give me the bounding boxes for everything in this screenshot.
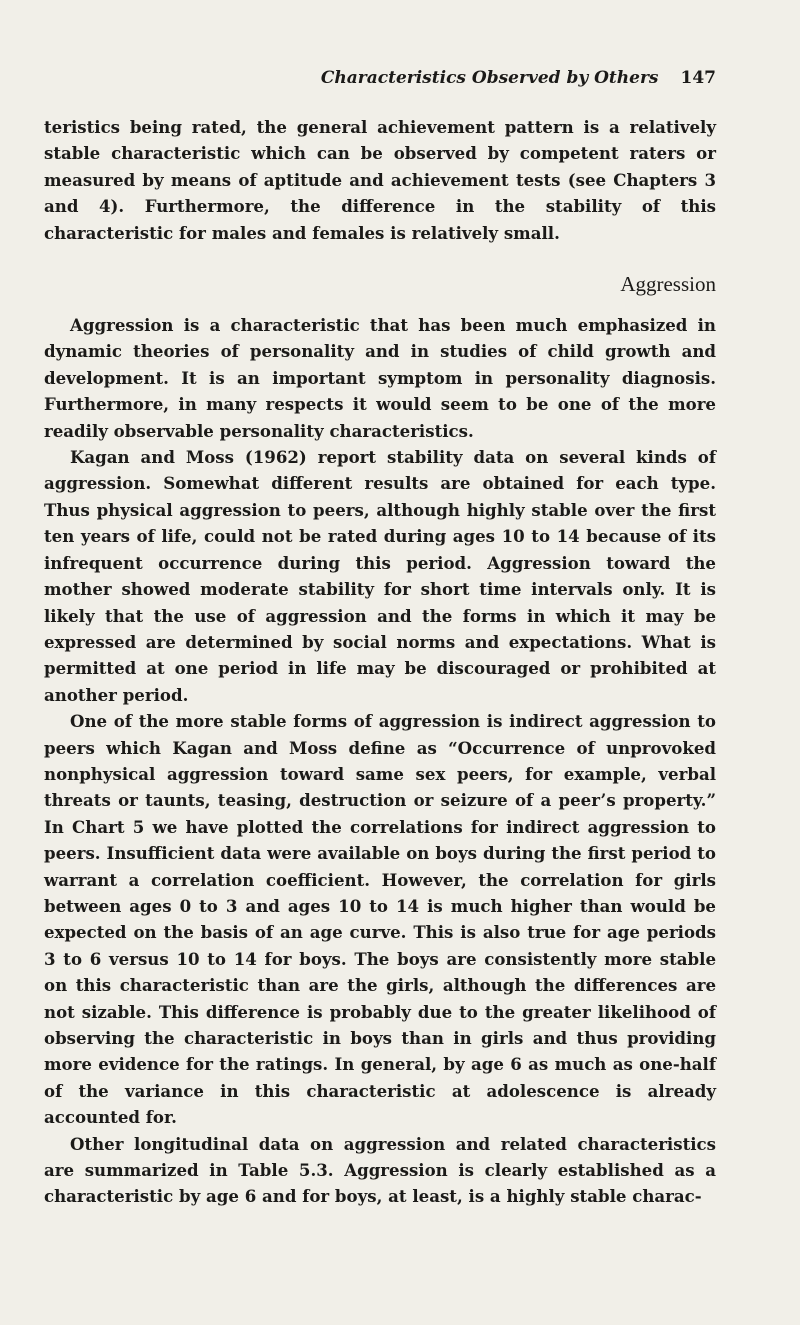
- paragraph-1: Aggression is a characteristic that has been much emphasized in dynamic theories of personality and in studies of child growth and development. It is an important symptom in personality diagnosis. Furthermore, in many respects it would seem to be one of the more readily observable personality characteristics.: [44, 315, 716, 441]
- page-number: 147: [680, 68, 716, 88]
- section-heading: Aggression: [620, 272, 716, 297]
- book-page: [44, 68, 716, 1210]
- paragraph-4: Other longitudinal data on aggression and related characteristics are summarized in Table 5.3. Aggression is clearly established as a characteristic by age 6 and for boys, at least, is a highly stable charac-: [44, 1133, 716, 1207]
- paragraph-2: Kagan and Moss (1962) report stability data on several kinds of aggression. Somewhat different results are obtained for each type. Thus physical aggression to peers, although highly stable over the first ten years of life, could not be rated during ages 10 to 14 because of its infrequent occurrence during this period. Aggression toward the mother showed moderate stability for short time intervals only. It is likely that the use of aggression and the forms in which it may be expressed are determined by social norms and expectations. What is permitted at one period in life may be discouraged or prohibited at another period.: [44, 447, 716, 705]
- body-text: [44, 114, 716, 1210]
- running-title: Characteristics Observed by Others: [320, 68, 659, 88]
- paragraph-3: One of the more stable forms of aggression is indirect aggression to peers which Kagan and Moss define as “Occurrence of unprovoked nonphysical aggression toward same sex peers, for example, verbal threats or taunts, teasing, destruction or seizure of a peer’s property.” In Chart 5 we have plotted the correlations for indirect aggression to peers. Insufficient data were available on boys during the first period to warrant a correlation coefficient. However, the correlation for girls between ages 0 to 3 and ages 10 to 14 is much higher than would be expected on the basis of an age curve. This is also true for age periods 3 to 6 versus 10 to 14 for boys. The boys are consistently more stable on this characteristic than are the girls, although the differences are not sizable. This difference is probably due to the greater likelihood of observing the characteristic in boys than in girls and thus providing more evidence for the ratings. In general, by age 6 as much as one-half of the variance in this characteristic at adolescence is already accounted for.: [44, 711, 716, 1128]
- intro-paragraph: teristics being rated, the general achievement pattern is a relatively stable characteristic which can be observed by competent raters or measured by means of aptitude and achievement tests (see Chapters 3 and 4). Furthermore, the difference in the stability of this characteristic for males and females is relatively small.: [44, 117, 716, 243]
- running-head: [44, 68, 716, 102]
